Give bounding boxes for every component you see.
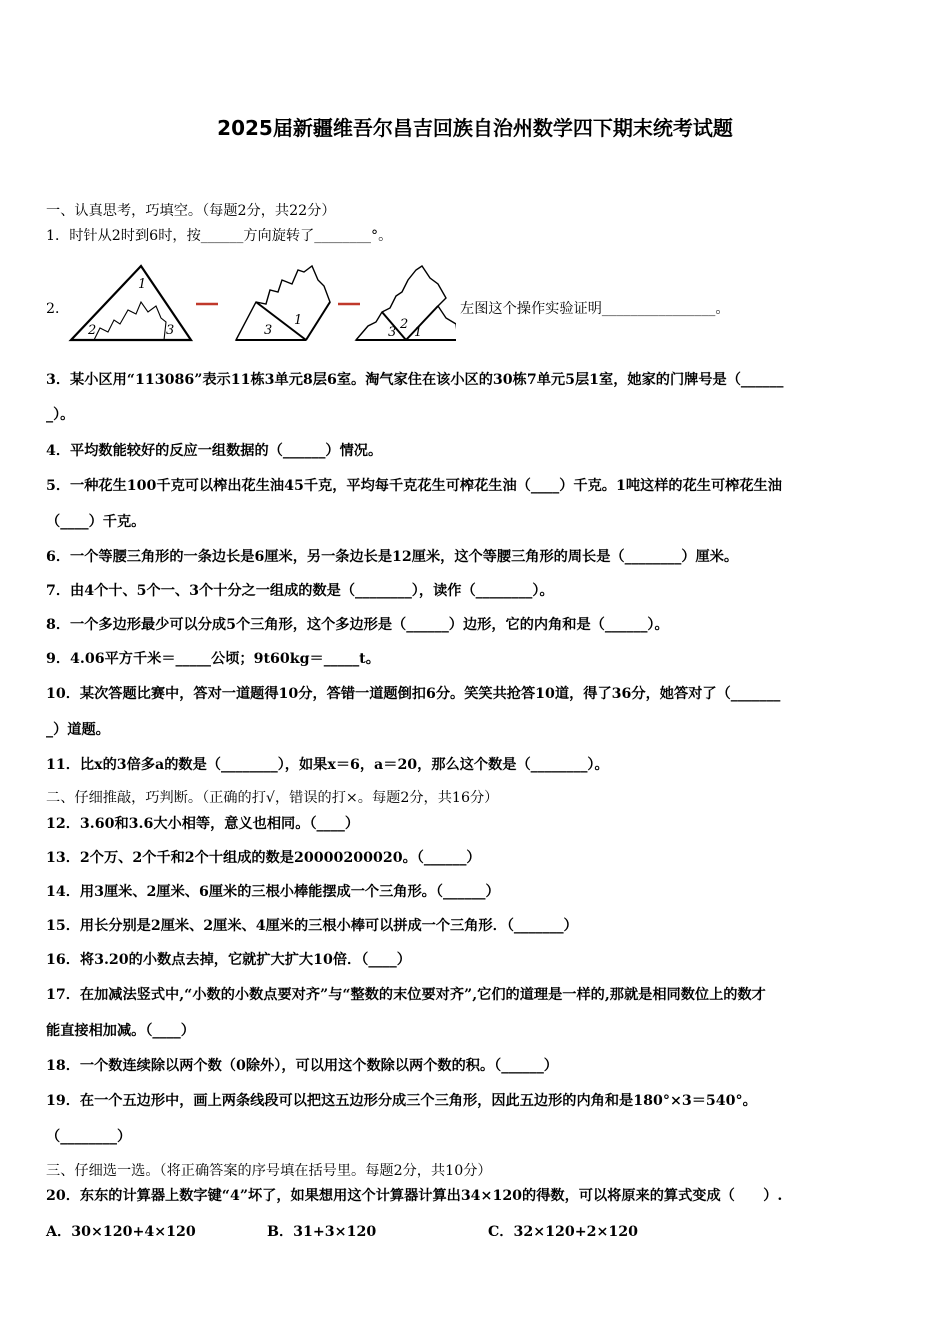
question-14: 14．用3厘米、2厘米、6厘米的三根小棒能摆成一个三角形。（______） — [46, 884, 500, 900]
option-a: A．30×120+4×120 — [46, 1224, 196, 1240]
question-2-text: 左图这个操作实验证明________________。 — [460, 301, 730, 317]
figure-label-angle-3: 3 — [166, 323, 175, 338]
question-3-line2: _）。 — [46, 407, 75, 423]
question-18: 18．一个数连续除以两个数（0除外），可以用这个数除以两个数的积。（______） — [46, 1058, 558, 1074]
question-12: 12．3.60和3.6大小相等，意义也相同。（____） — [46, 816, 360, 832]
question-15: 15．用长分别是2厘米、2厘米、4厘米的三根小棒可以拼成一个三角形．（_______） — [46, 918, 578, 934]
option-b: B．31+3×120 — [267, 1224, 377, 1240]
figure-label-angle-1b: 1 — [294, 313, 303, 328]
question-5-line2: （____）千克。 — [46, 514, 146, 530]
question-1: 1．时针从2时到6时，按______方向旋转了________°。 — [46, 228, 393, 244]
question-11: 11．比x的3倍多a的数是（________），如果x＝6，a＝20，那么这个数是（________）。 — [46, 757, 609, 773]
question-17-line1: 17．在加减法竖式中,“小数的小数点要对齐”与“整数的末位要对齐”,它们的道理是一样的,那就是相同数位上的数才 — [46, 987, 766, 1003]
question-19-line1: 19．在一个五边形中，画上两条线段可以把这五边形分成三个三角形，因此五边形的内角和是180°×3＝540°。 — [46, 1093, 757, 1109]
section3-heading: 三、仔细选一选。（将正确答案的序号填在括号里。每题2分，共10分） — [46, 1163, 492, 1179]
question-4: 4．平均数能较好的反应一组数据的（______）情况。 — [46, 443, 383, 459]
figure-label-angle-1: 1 — [138, 277, 147, 292]
question-17-line2: 能直接相加减。（____） — [46, 1023, 195, 1039]
figure-label-angle-3b: 3 — [264, 323, 273, 338]
question-10-line1: 10．某次答题比赛中，答对一道题得10分，答错一道题倒扣6分。笑笑共抢答10道，得了36分，她答对了（_______ — [46, 686, 781, 702]
figure-label-angle-3c: 3 — [388, 325, 397, 340]
page-title: 2025届新疆维吾尔昌吉回族自治州数学四下期末统考试题 — [217, 116, 733, 140]
question-13: 13．2个万、2个千和2个十组成的数是20000200020。（______） — [46, 850, 481, 866]
question-3-line1: 3．某小区用“113086”表示11栋3单元8层6室。淘气家住在该小区的30栋7单元5层1室，她家的门牌号是（______ — [46, 372, 784, 388]
question-2 — [46, 262, 886, 346]
question-6: 6．一个等腰三角形的一条边长是6厘米，另一条边长是12厘米，这个等腰三角形的周长是（________）厘米。 — [46, 549, 739, 565]
option-c: C．32×120+2×120 — [488, 1224, 638, 1240]
question-8: 8．一个多边形最少可以分成5个三角形，这个多边形是（______）边形，它的内角和是（______）。 — [46, 617, 669, 633]
question-19-line2: （________） — [46, 1129, 132, 1145]
section2-heading: 二、仔细推敲，巧判断。（正确的打√，错误的打×。每题2分，共16分） — [46, 790, 499, 806]
figure-label-angle-2c: 2 — [400, 317, 409, 332]
question-7: 7．由4个十、5个一、3个十分之一组成的数是（________），读作（________）。 — [46, 583, 554, 599]
section1-heading: 一、认真思考，巧填空。（每题2分，共22分） — [46, 203, 336, 219]
triangle-angle-sum-figure — [66, 262, 456, 346]
question-9: 9．4.06平方千米＝_____公顷；9t60kg＝_____t。 — [46, 651, 380, 667]
figure-label-angle-2: 2 — [88, 323, 97, 338]
question-20: 20．东东的计算器上数字键“4”坏了，如果想用这个计算器计算出34×120的得数，可以将原来的算式变成（ ）. — [46, 1188, 783, 1204]
question-2-number: 2． — [46, 301, 70, 317]
question-10-line2: _）道题。 — [46, 722, 110, 738]
figure-label-angle-1c: 1 — [414, 325, 423, 340]
question-5-line1: 5．一种花生100千克可以榨出花生油45千克，平均每千克花生可榨花生油（____）千克。1吨这样的花生可榨花生油 — [46, 478, 782, 494]
question-16: 16．将3.20的小数点去掉，它就扩大扩大10倍．（____） — [46, 952, 411, 968]
